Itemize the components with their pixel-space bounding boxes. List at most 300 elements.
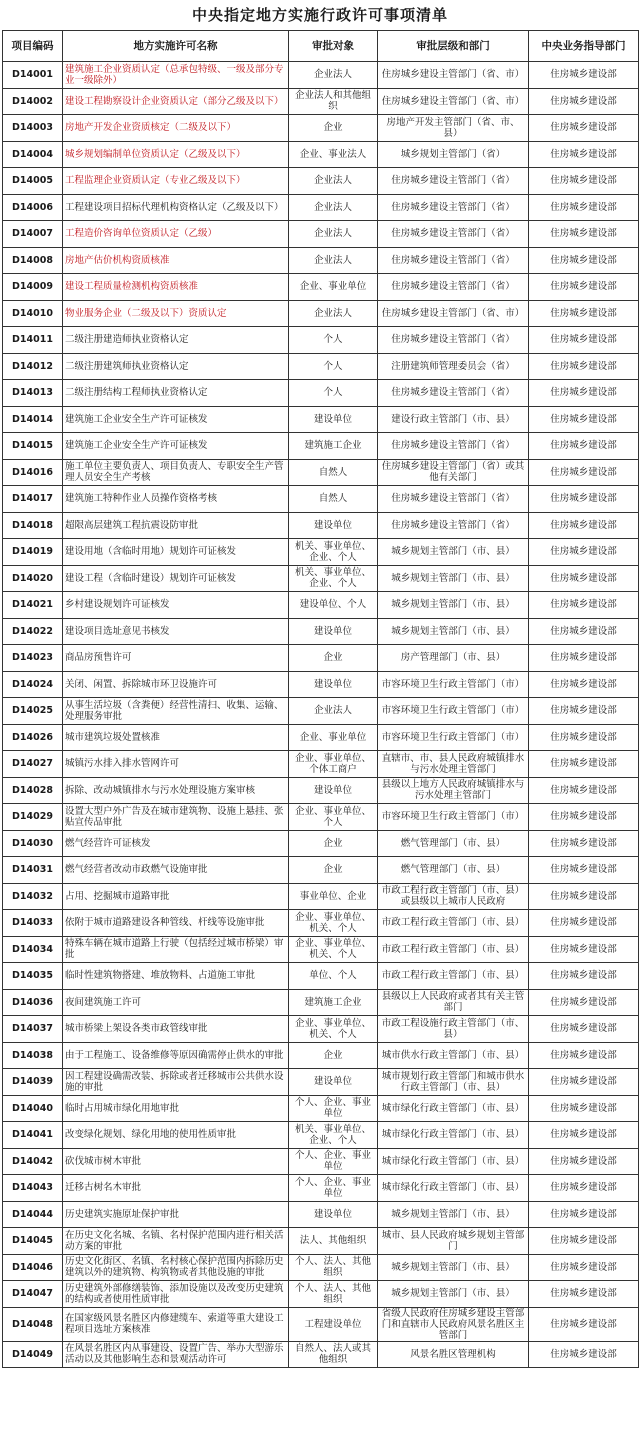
cell-central-dept: 住房城乡建设部 [529, 433, 639, 460]
table-row [3, 1228, 639, 1255]
cell-department: 住房城乡建设主管部门（省、市） [378, 300, 529, 327]
cell-object: 建设单位 [289, 618, 378, 645]
cell-code: D14048 [3, 1307, 63, 1341]
cell-object: 建设单位 [289, 671, 378, 698]
cell-central-dept: 住房城乡建设部 [529, 380, 639, 407]
cell-code: D14004 [3, 141, 63, 168]
cell-object: 事业单位、企业 [289, 883, 378, 910]
cell-object: 建设单位 [289, 777, 378, 804]
cell-code: D14044 [3, 1201, 63, 1228]
cell-central-dept: 住房城乡建设部 [529, 777, 639, 804]
cell-department: 城乡规划主管部门（市、县） [378, 618, 529, 645]
cell-central-dept: 住房城乡建设部 [529, 459, 639, 486]
cell-permit-name: 迁移古树名木审批 [63, 1175, 289, 1202]
cell-central-dept: 住房城乡建设部 [529, 1228, 639, 1255]
cell-object: 企业 [289, 830, 378, 857]
table-row [3, 751, 639, 778]
page-title: 中央指定地方实施行政许可事项清单 [191, 6, 448, 24]
table-row [3, 1175, 639, 1202]
cell-permit-name: 城镇污水排入排水管网许可 [63, 751, 289, 778]
cell-permit-name: 依附于城市道路建设各种管线、杆线等设施审批 [63, 910, 289, 937]
cell-code: D14026 [3, 724, 63, 751]
table-row [3, 380, 639, 407]
header-code: 项目编码 [3, 31, 63, 62]
cell-code: D14025 [3, 698, 63, 725]
cell-central-dept: 住房城乡建设部 [529, 88, 639, 115]
cell-code: D14017 [3, 486, 63, 513]
cell-permit-name: 历史建筑实施原址保护审批 [63, 1201, 289, 1228]
cell-code: D14012 [3, 353, 63, 380]
cell-central-dept: 住房城乡建设部 [529, 1122, 639, 1149]
cell-permit-name: 燃气经营许可证核发 [63, 830, 289, 857]
cell-permit-name: 特殊车辆在城市道路上行驶（包括经过城市桥梁）审批 [63, 936, 289, 963]
cell-object: 个人 [289, 353, 378, 380]
cell-central-dept: 住房城乡建设部 [529, 883, 639, 910]
table-row [3, 645, 639, 672]
cell-department: 建设行政主管部门（市、县） [378, 406, 529, 433]
cell-code: D14028 [3, 777, 63, 804]
cell-code: D14046 [3, 1254, 63, 1281]
table-row [3, 88, 639, 115]
cell-code: D14043 [3, 1175, 63, 1202]
cell-central-dept: 住房城乡建设部 [529, 1095, 639, 1122]
table-row [3, 1069, 639, 1096]
table-row [3, 247, 639, 274]
table-row [3, 433, 639, 460]
header-department: 审批层级和部门 [378, 31, 529, 62]
cell-central-dept: 住房城乡建设部 [529, 1016, 639, 1043]
cell-object: 建设单位 [289, 1201, 378, 1228]
cell-permit-name: 由于工程施工、设备维修等原因确需停止供水的审批 [63, 1042, 289, 1069]
cell-object: 自然人、法人或其他组织 [289, 1341, 378, 1368]
cell-permit-name: 施工单位主要负责人、项目负责人、专职安全生产管理人员安全生产考核 [63, 459, 289, 486]
cell-object: 个人、企业、事业单位 [289, 1095, 378, 1122]
cell-permit-name: 在国家级风景名胜区内修建缆车、索道等重大建设工程项目选址方案核准 [63, 1307, 289, 1341]
table-row [3, 62, 639, 89]
table-row [3, 724, 639, 751]
table-row [3, 1307, 639, 1341]
cell-permit-name: 建设用地（含临时用地）规划许可证核发 [63, 539, 289, 566]
table-row [3, 1201, 639, 1228]
cell-department: 城市绿化行政主管部门（市、县） [378, 1148, 529, 1175]
cell-object: 建设单位 [289, 512, 378, 539]
cell-object: 企业法人 [289, 194, 378, 221]
cell-code: D14029 [3, 804, 63, 831]
cell-permit-name: 工程建设项目招标代理机构资格认定（乙级及以下） [63, 194, 289, 221]
cell-object: 法人、其他组织 [289, 1228, 378, 1255]
table-row [3, 300, 639, 327]
cell-central-dept: 住房城乡建设部 [529, 247, 639, 274]
cell-department: 住房城乡建设主管部门（省） [378, 247, 529, 274]
cell-object: 企业、事业单位、机关、个人 [289, 910, 378, 937]
cell-department: 住房城乡建设主管部门（省） [378, 274, 529, 301]
cell-central-dept: 住房城乡建设部 [529, 221, 639, 248]
cell-object: 建筑施工企业 [289, 433, 378, 460]
cell-code: D14008 [3, 247, 63, 274]
cell-permit-name: 设置大型户外广告及在城市建筑物、设施上悬挂、张贴宣传品审批 [63, 804, 289, 831]
cell-permit-name: 建设项目选址意见书核发 [63, 618, 289, 645]
cell-central-dept: 住房城乡建设部 [529, 751, 639, 778]
cell-object: 企业法人 [289, 247, 378, 274]
cell-permit-name: 房地产估价机构资质核准 [63, 247, 289, 274]
table-row [3, 486, 639, 513]
cell-object: 自然人 [289, 459, 378, 486]
cell-central-dept: 住房城乡建设部 [529, 565, 639, 592]
cell-object: 企业 [289, 857, 378, 884]
table-row [3, 804, 639, 831]
cell-object: 企业法人 [289, 221, 378, 248]
cell-permit-name: 建筑施工企业安全生产许可证核发 [63, 433, 289, 460]
cell-permit-name: 燃气经营者改动市政燃气设施审批 [63, 857, 289, 884]
cell-department: 市容环境卫生行政主管部门（市） [378, 724, 529, 751]
cell-central-dept: 住房城乡建设部 [529, 141, 639, 168]
cell-code: D14014 [3, 406, 63, 433]
cell-code: D14006 [3, 194, 63, 221]
cell-permit-name: 历史建筑外部修缮装饰、添加设施以及改变历史建筑的结构或者使用性质审批 [63, 1281, 289, 1308]
cell-department: 城乡规划主管部门（市、县） [378, 1281, 529, 1308]
cell-central-dept: 住房城乡建设部 [529, 671, 639, 698]
table-row [3, 1016, 639, 1043]
cell-department: 城市绿化行政主管部门（市、县） [378, 1095, 529, 1122]
cell-department: 住房城乡建设主管部门（省） [378, 221, 529, 248]
cell-central-dept: 住房城乡建设部 [529, 1341, 639, 1368]
cell-central-dept: 住房城乡建设部 [529, 300, 639, 327]
cell-department: 城乡规划主管部门（市、县） [378, 539, 529, 566]
cell-permit-name: 二级注册建筑师执业资格认定 [63, 353, 289, 380]
cell-object: 企业法人 [289, 168, 378, 195]
cell-department: 住房城乡建设主管部门（省） [378, 194, 529, 221]
cell-central-dept: 住房城乡建设部 [529, 989, 639, 1016]
cell-object: 个人、法人、其他组织 [289, 1281, 378, 1308]
cell-object: 企业、事业法人 [289, 141, 378, 168]
cell-central-dept: 住房城乡建设部 [529, 1201, 639, 1228]
cell-code: D14039 [3, 1069, 63, 1096]
cell-department: 城市绿化行政主管部门（市、县） [378, 1175, 529, 1202]
cell-object: 企业、事业单位、机关、个人 [289, 936, 378, 963]
cell-permit-name: 在风景名胜区内从事建设、设置广告、举办大型游乐活动以及其他影响生态和景观活动许可 [63, 1341, 289, 1368]
cell-department: 住房城乡建设主管部门（省） [378, 327, 529, 354]
cell-central-dept: 住房城乡建设部 [529, 353, 639, 380]
cell-object: 机关、事业单位、企业、个人 [289, 539, 378, 566]
table-row [3, 1122, 639, 1149]
table-row [3, 539, 639, 566]
cell-central-dept: 住房城乡建设部 [529, 62, 639, 89]
cell-code: D14032 [3, 883, 63, 910]
cell-central-dept: 住房城乡建设部 [529, 194, 639, 221]
header-object: 审批对象 [289, 31, 378, 62]
table-row [3, 115, 639, 142]
cell-department: 住房城乡建设主管部门（省）或其他有关部门 [378, 459, 529, 486]
cell-object: 个人 [289, 327, 378, 354]
cell-permit-name: 建筑施工特种作业人员操作资格考核 [63, 486, 289, 513]
table-row [3, 1095, 639, 1122]
cell-object: 机关、事业单位、企业、个人 [289, 1122, 378, 1149]
cell-code: D14040 [3, 1095, 63, 1122]
cell-permit-name: 历史文化街区、名镇、名村核心保护范围内拆除历史建筑以外的建筑物、构筑物或者其他设施的审批 [63, 1254, 289, 1281]
cell-department: 城乡规划主管部门（市、县） [378, 592, 529, 619]
cell-permit-name: 超限高层建筑工程抗震设防审批 [63, 512, 289, 539]
table-row [3, 989, 639, 1016]
cell-object: 机关、事业单位、企业、个人 [289, 565, 378, 592]
cell-object: 个人、法人、其他组织 [289, 1254, 378, 1281]
cell-permit-name: 城市建筑垃圾处置核准 [63, 724, 289, 751]
cell-central-dept: 住房城乡建设部 [529, 327, 639, 354]
cell-department: 住房城乡建设主管部门（省、市） [378, 62, 529, 89]
cell-department: 住房城乡建设主管部门（省） [378, 168, 529, 195]
cell-central-dept: 住房城乡建设部 [529, 115, 639, 142]
cell-code: D14031 [3, 857, 63, 884]
cell-permit-name: 砍伐城市树木审批 [63, 1148, 289, 1175]
cell-permit-name: 建设工程质量检测机构资质核准 [63, 274, 289, 301]
cell-central-dept: 住房城乡建设部 [529, 1148, 639, 1175]
cell-department: 城市、县人民政府城乡规划主管部门 [378, 1228, 529, 1255]
cell-code: D14027 [3, 751, 63, 778]
cell-permit-name: 临时占用城市绿化用地审批 [63, 1095, 289, 1122]
cell-code: D14001 [3, 62, 63, 89]
table-row [3, 512, 639, 539]
cell-central-dept: 住房城乡建设部 [529, 804, 639, 831]
cell-central-dept: 住房城乡建设部 [529, 724, 639, 751]
cell-object: 建筑施工企业 [289, 989, 378, 1016]
cell-object: 单位、个人 [289, 963, 378, 990]
table-row [3, 168, 639, 195]
cell-department: 住房城乡建设主管部门（省） [378, 512, 529, 539]
cell-code: D14015 [3, 433, 63, 460]
table-row [3, 592, 639, 619]
cell-permit-name: 建筑施工企业安全生产许可证核发 [63, 406, 289, 433]
cell-permit-name: 商品房预售许可 [63, 645, 289, 672]
cell-code: D14047 [3, 1281, 63, 1308]
cell-permit-name: 因工程建设确需改装、拆除或者迁移城市公共供水设施的审批 [63, 1069, 289, 1096]
cell-object: 企业、事业单位、机关、个人 [289, 1016, 378, 1043]
cell-central-dept: 住房城乡建设部 [529, 168, 639, 195]
table-row [3, 406, 639, 433]
cell-central-dept: 住房城乡建设部 [529, 698, 639, 725]
cell-object: 自然人 [289, 486, 378, 513]
cell-central-dept: 住房城乡建设部 [529, 512, 639, 539]
cell-central-dept: 住房城乡建设部 [529, 1281, 639, 1308]
cell-permit-name: 改变绿化规划、绿化用地的使用性质审批 [63, 1122, 289, 1149]
table-row [3, 910, 639, 937]
table-row [3, 857, 639, 884]
cell-object: 企业 [289, 1042, 378, 1069]
table-row [3, 936, 639, 963]
cell-permit-name: 建设工程勘察设计企业资质认定（部分乙级及以下） [63, 88, 289, 115]
cell-central-dept: 住房城乡建设部 [529, 1175, 639, 1202]
cell-central-dept: 住房城乡建设部 [529, 645, 639, 672]
cell-central-dept: 住房城乡建设部 [529, 618, 639, 645]
header-name: 地方实施许可名称 [63, 31, 289, 62]
table-row [3, 565, 639, 592]
cell-central-dept: 住房城乡建设部 [529, 830, 639, 857]
cell-department: 直辖市、市、县人民政府城镇排水与污水处理主管部门 [378, 751, 529, 778]
cell-code: D14024 [3, 671, 63, 698]
cell-central-dept: 住房城乡建设部 [529, 910, 639, 937]
cell-permit-name: 占用、挖掘城市道路审批 [63, 883, 289, 910]
cell-department: 市政工程行政主管部门（市、县）或县级以上城市人民政府 [378, 883, 529, 910]
cell-department: 县级以上人民政府或者其有关主管部门 [378, 989, 529, 1016]
cell-object: 企业法人 [289, 62, 378, 89]
cell-central-dept: 住房城乡建设部 [529, 539, 639, 566]
cell-permit-name: 关闭、闲置、拆除城市环卫设施许可 [63, 671, 289, 698]
cell-department: 市容环境卫生行政主管部门（市） [378, 671, 529, 698]
cell-code: D14002 [3, 88, 63, 115]
cell-code: D14045 [3, 1228, 63, 1255]
cell-object: 企业法人 [289, 300, 378, 327]
cell-code: D14022 [3, 618, 63, 645]
table-row [3, 1341, 639, 1368]
table-row [3, 1254, 639, 1281]
cell-object: 个人、企业、事业单位 [289, 1175, 378, 1202]
cell-permit-name: 城乡规划编制单位资质认定（乙级及以下） [63, 141, 289, 168]
cell-central-dept: 住房城乡建设部 [529, 1254, 639, 1281]
table-header-row [3, 31, 639, 62]
cell-central-dept: 住房城乡建设部 [529, 857, 639, 884]
cell-object: 建设单位 [289, 406, 378, 433]
cell-department: 城乡规划主管部门（市、县） [378, 565, 529, 592]
cell-department: 市政工程行政主管部门（市、县） [378, 910, 529, 937]
cell-object: 工程建设单位 [289, 1307, 378, 1341]
cell-department: 省级人民政府住房城乡建设主管部门和直辖市人民政府风景名胜区主管部门 [378, 1307, 529, 1341]
cell-permit-name: 工程造价咨询单位资质认定（乙级） [63, 221, 289, 248]
cell-code: D14018 [3, 512, 63, 539]
table-body [3, 62, 639, 1368]
cell-department: 市容环境卫生行政主管部门（市） [378, 804, 529, 831]
table-row [3, 698, 639, 725]
cell-permit-name: 建筑施工企业资质认定（总承包特级、一级及部分专业一级除外） [63, 62, 289, 89]
permit-table [2, 30, 639, 1368]
cell-code: D14005 [3, 168, 63, 195]
cell-code: D14036 [3, 989, 63, 1016]
cell-code: D14011 [3, 327, 63, 354]
table-row [3, 777, 639, 804]
cell-department: 市政工程设施行政主管部门（市、县） [378, 1016, 529, 1043]
cell-code: D14041 [3, 1122, 63, 1149]
cell-department: 县级以上地方人民政府城镇排水与污水处理主管部门 [378, 777, 529, 804]
cell-code: D14030 [3, 830, 63, 857]
table-row [3, 883, 639, 910]
cell-permit-name: 城市桥梁上架设各类市政管线审批 [63, 1016, 289, 1043]
cell-central-dept: 住房城乡建设部 [529, 1042, 639, 1069]
cell-code: D14019 [3, 539, 63, 566]
cell-department: 房产管理部门（市、县） [378, 645, 529, 672]
cell-central-dept: 住房城乡建设部 [529, 486, 639, 513]
cell-department: 燃气管理部门（市、县） [378, 830, 529, 857]
cell-code: D14037 [3, 1016, 63, 1043]
cell-permit-name: 临时性建筑物搭建、堆放物料、占道施工审批 [63, 963, 289, 990]
table-row [3, 963, 639, 990]
cell-central-dept: 住房城乡建设部 [529, 406, 639, 433]
cell-code: D14049 [3, 1341, 63, 1368]
cell-permit-name: 从事生活垃圾（含粪便）经营性清扫、收集、运输、处理服务审批 [63, 698, 289, 725]
cell-permit-name: 二级注册建造师执业资格认定 [63, 327, 289, 354]
cell-department: 城市供水行政主管部门（市、县） [378, 1042, 529, 1069]
cell-department: 风景名胜区管理机构 [378, 1341, 529, 1368]
cell-department: 燃气管理部门（市、县） [378, 857, 529, 884]
cell-permit-name: 二级注册结构工程师执业资格认定 [63, 380, 289, 407]
table-row [3, 353, 639, 380]
cell-object: 企业 [289, 645, 378, 672]
cell-object: 个人、企业、事业单位 [289, 1148, 378, 1175]
cell-department: 城乡规划主管部门（省） [378, 141, 529, 168]
cell-code: D14013 [3, 380, 63, 407]
cell-department: 市政工程行政主管部门（市、县） [378, 963, 529, 990]
cell-department: 房地产开发主管部门（省、市、县） [378, 115, 529, 142]
table-row [3, 221, 639, 248]
cell-code: D14010 [3, 300, 63, 327]
cell-code: D14016 [3, 459, 63, 486]
cell-central-dept: 住房城乡建设部 [529, 592, 639, 619]
table-row [3, 1148, 639, 1175]
cell-department: 市容环境卫生行政主管部门（市） [378, 698, 529, 725]
cell-code: D14003 [3, 115, 63, 142]
cell-department: 注册建筑师管理委员会（省） [378, 353, 529, 380]
cell-permit-name: 夜间建筑施工许可 [63, 989, 289, 1016]
cell-permit-name: 在历史文化名城、名镇、名村保护范围内进行相关活动方案的审批 [63, 1228, 289, 1255]
cell-code: D14035 [3, 963, 63, 990]
table-row [3, 141, 639, 168]
table-row [3, 618, 639, 645]
cell-department: 住房城乡建设主管部门（省） [378, 433, 529, 460]
cell-object: 建设单位、个人 [289, 592, 378, 619]
cell-object: 企业法人和其他组织 [289, 88, 378, 115]
cell-object: 建设单位 [289, 1069, 378, 1096]
cell-code: D14020 [3, 565, 63, 592]
table-row [3, 327, 639, 354]
cell-code: D14007 [3, 221, 63, 248]
cell-object: 企业、事业单位、个体工商户 [289, 751, 378, 778]
cell-central-dept: 住房城乡建设部 [529, 1069, 639, 1096]
cell-object: 企业、事业单位 [289, 724, 378, 751]
cell-code: D14023 [3, 645, 63, 672]
table-row [3, 459, 639, 486]
cell-department: 住房城乡建设主管部门（省） [378, 486, 529, 513]
cell-permit-name: 建设工程（含临时建设）规划许可证核发 [63, 565, 289, 592]
cell-permit-name: 拆除、改动城镇排水与污水处理设施方案审核 [63, 777, 289, 804]
cell-code: D14034 [3, 936, 63, 963]
header-central: 中央业务指导部门 [529, 31, 639, 62]
table-row [3, 1281, 639, 1308]
cell-department: 城乡规划主管部门（市、县） [378, 1254, 529, 1281]
cell-permit-name: 工程监理企业资质认定（专业乙级及以下） [63, 168, 289, 195]
cell-permit-name: 物业服务企业（二级及以下）资质认定 [63, 300, 289, 327]
cell-code: D14021 [3, 592, 63, 619]
cell-object: 企业、事业单位、个人 [289, 804, 378, 831]
cell-object: 企业、事业单位 [289, 274, 378, 301]
cell-code: D14038 [3, 1042, 63, 1069]
cell-central-dept: 住房城乡建设部 [529, 1307, 639, 1341]
cell-code: D14009 [3, 274, 63, 301]
cell-department: 城市规划行政主管部门和城市供水行政主管部门（市、县） [378, 1069, 529, 1096]
cell-code: D14033 [3, 910, 63, 937]
cell-department: 城乡规划主管部门（市、县） [378, 1201, 529, 1228]
cell-object: 个人 [289, 380, 378, 407]
cell-central-dept: 住房城乡建设部 [529, 963, 639, 990]
table-row [3, 274, 639, 301]
cell-department: 城市绿化行政主管部门（市、县） [378, 1122, 529, 1149]
cell-code: D14042 [3, 1148, 63, 1175]
cell-central-dept: 住房城乡建设部 [529, 274, 639, 301]
cell-permit-name: 乡村建设规划许可证核发 [63, 592, 289, 619]
cell-department: 住房城乡建设主管部门（省、市） [378, 88, 529, 115]
cell-department: 市政工程行政主管部门（市、县） [378, 936, 529, 963]
table-row [3, 1042, 639, 1069]
cell-central-dept: 住房城乡建设部 [529, 936, 639, 963]
cell-permit-name: 房地产开发企业资质核定（二级及以下） [63, 115, 289, 142]
cell-object: 企业 [289, 115, 378, 142]
table-row [3, 671, 639, 698]
cell-object: 企业法人 [289, 698, 378, 725]
